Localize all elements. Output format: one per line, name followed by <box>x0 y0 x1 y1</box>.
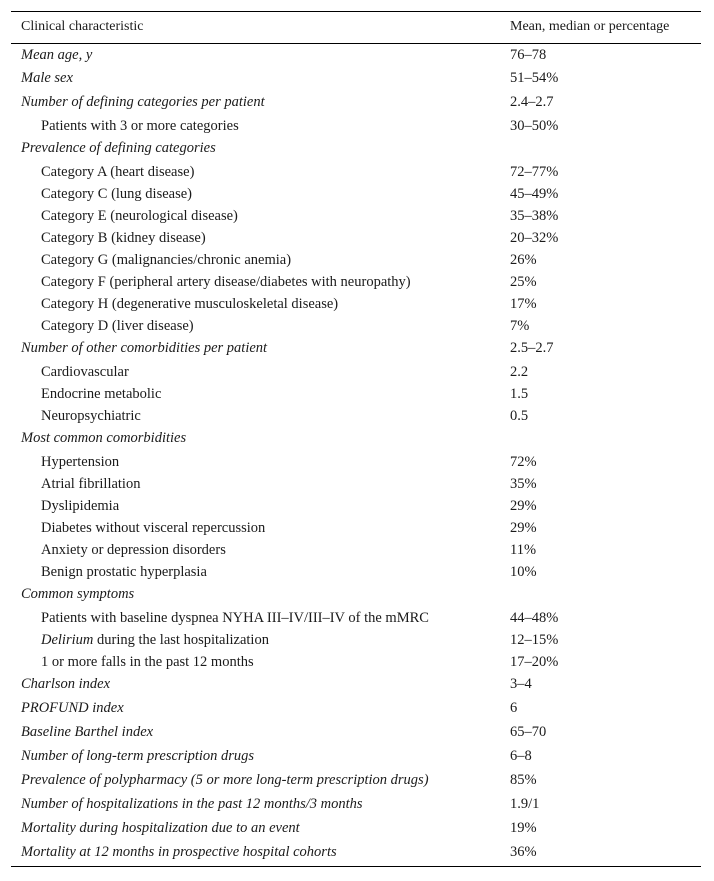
row-value: 7% <box>510 318 530 334</box>
row-value: 6 <box>510 700 518 716</box>
section-label: Mean age, y <box>21 47 93 63</box>
table-body <box>11 44 701 866</box>
section-label: Number of other comorbidities per patient <box>21 340 268 356</box>
row-value: 17% <box>510 296 537 312</box>
section-label: Mortality during hospitalization due to an event <box>21 820 300 836</box>
row-label: Dyslipidemia <box>41 498 120 514</box>
section-row <box>11 722 701 746</box>
section-row <box>11 92 701 116</box>
row-label: Category B (kidney disease) <box>41 230 206 246</box>
table-row <box>11 184 701 206</box>
section-label: Number of defining categories per patient <box>21 94 265 110</box>
row-value: 65–70 <box>510 724 547 740</box>
row-label: Category F (peripheral artery disease/diabetes with neuropathy) <box>41 274 411 290</box>
section-label: Baseline Barthel index <box>21 724 154 740</box>
row-label: Cardiovascular <box>41 364 129 380</box>
row-label: Category H (degenerative musculoskeletal disease) <box>41 296 339 312</box>
row-label-italic-part: Delirium <box>41 632 94 648</box>
table-row <box>11 630 701 652</box>
table-row <box>11 294 701 316</box>
row-label: 1 or more falls in the past 12 months <box>41 654 254 670</box>
row-value: 29% <box>510 520 537 536</box>
row-value: 25% <box>510 274 537 290</box>
row-label: Endocrine metabolic <box>41 386 162 402</box>
row-label: Category E (neurological disease) <box>41 208 238 224</box>
row-value: 3–4 <box>510 676 532 692</box>
row-label <box>41 632 269 649</box>
row-label-rest: during the last hospitalization <box>93 632 269 648</box>
section-label: Number of hospitalizations in the past 12 months/3 months <box>21 796 363 812</box>
table-row <box>11 162 701 184</box>
row-label: Patients with baseline dyspnea NYHA III–IV/III–IV of the mMRC <box>41 610 429 626</box>
row-value: 85% <box>510 772 537 788</box>
row-value: 45–49% <box>510 186 559 202</box>
section-row <box>11 584 701 608</box>
section-label: Number of long-term prescription drugs <box>21 748 255 764</box>
section-label: Prevalence of polypharmacy (5 or more long-term prescription drugs) <box>21 772 429 788</box>
row-value: 1.9/1 <box>510 796 540 812</box>
section-row <box>11 794 701 818</box>
section-label: Mortality at 12 months in prospective hospital cohorts <box>21 844 337 860</box>
table-row <box>11 362 701 384</box>
row-label: Category C (lung disease) <box>41 186 193 202</box>
row-value: 76–78 <box>510 47 547 63</box>
header-characteristic: Clinical characteristic <box>21 19 144 34</box>
section-label: Prevalence of defining categories <box>21 140 216 156</box>
section-row <box>11 698 701 722</box>
row-value: 29% <box>510 498 537 514</box>
table-row <box>11 116 701 138</box>
table-row <box>11 540 701 562</box>
table-row <box>11 272 701 294</box>
row-value: 11% <box>510 542 537 558</box>
section-row <box>11 674 701 698</box>
table-row <box>11 496 701 518</box>
row-value: 17–20% <box>510 654 559 670</box>
section-label: Common symptoms <box>21 586 135 602</box>
row-value: 12–15% <box>510 632 559 648</box>
row-value: 0.5 <box>510 408 529 424</box>
section-row <box>11 746 701 770</box>
row-label: Category A (heart disease) <box>41 164 195 180</box>
clinical-characteristics-table <box>11 11 701 867</box>
row-value: 2.2 <box>510 364 529 380</box>
table-row <box>11 406 701 428</box>
row-value: 20–32% <box>510 230 559 246</box>
row-label: Diabetes without visceral repercussion <box>41 520 266 536</box>
row-value: 30–50% <box>510 118 559 134</box>
row-value: 36% <box>510 844 537 860</box>
section-label: Most common comorbidities <box>21 430 187 446</box>
table-row <box>11 384 701 406</box>
section-row <box>11 842 701 866</box>
section-row <box>11 138 701 162</box>
table-row <box>11 206 701 228</box>
header-value: Mean, median or percentage <box>510 19 670 34</box>
row-label: Neuropsychiatric <box>41 408 141 424</box>
row-value: 10% <box>510 564 537 580</box>
row-label: Anxiety or depression disorders <box>41 542 226 558</box>
row-value: 1.5 <box>510 386 529 402</box>
table-row <box>11 452 701 474</box>
table-row <box>11 608 701 630</box>
row-value: 44–48% <box>510 610 559 626</box>
section-row <box>11 68 701 92</box>
row-value: 51–54% <box>510 70 559 86</box>
row-value: 26% <box>510 252 537 268</box>
row-label: Category G (malignancies/chronic anemia) <box>41 252 292 268</box>
row-value: 35–38% <box>510 208 559 224</box>
row-value: 2.5–2.7 <box>510 340 554 356</box>
row-value: 72–77% <box>510 164 559 180</box>
table-row <box>11 652 701 674</box>
section-row <box>11 770 701 794</box>
row-label: Benign prostatic hyperplasia <box>41 564 207 580</box>
section-label: PROFUND index <box>21 700 124 716</box>
table-bottom-rule <box>11 866 701 867</box>
section-row <box>11 44 701 68</box>
row-value: 6–8 <box>510 748 532 764</box>
row-value: 19% <box>510 820 537 836</box>
section-row <box>11 818 701 842</box>
table-row <box>11 228 701 250</box>
section-row <box>11 338 701 362</box>
table-row <box>11 474 701 496</box>
row-value: 2.4–2.7 <box>510 94 554 110</box>
table-header-row <box>11 12 701 43</box>
table-row <box>11 316 701 338</box>
section-label: Charlson index <box>21 676 111 692</box>
section-row <box>11 428 701 452</box>
row-value: 35% <box>510 476 537 492</box>
row-label: Atrial fibrillation <box>41 476 141 492</box>
row-label: Hypertension <box>41 454 120 470</box>
row-label: Category D (liver disease) <box>41 318 194 334</box>
row-value: 72% <box>510 454 537 470</box>
row-label: Patients with 3 or more categories <box>41 118 239 134</box>
table-row <box>11 562 701 584</box>
section-label: Male sex <box>21 70 73 86</box>
table-row <box>11 250 701 272</box>
table-row <box>11 518 701 540</box>
